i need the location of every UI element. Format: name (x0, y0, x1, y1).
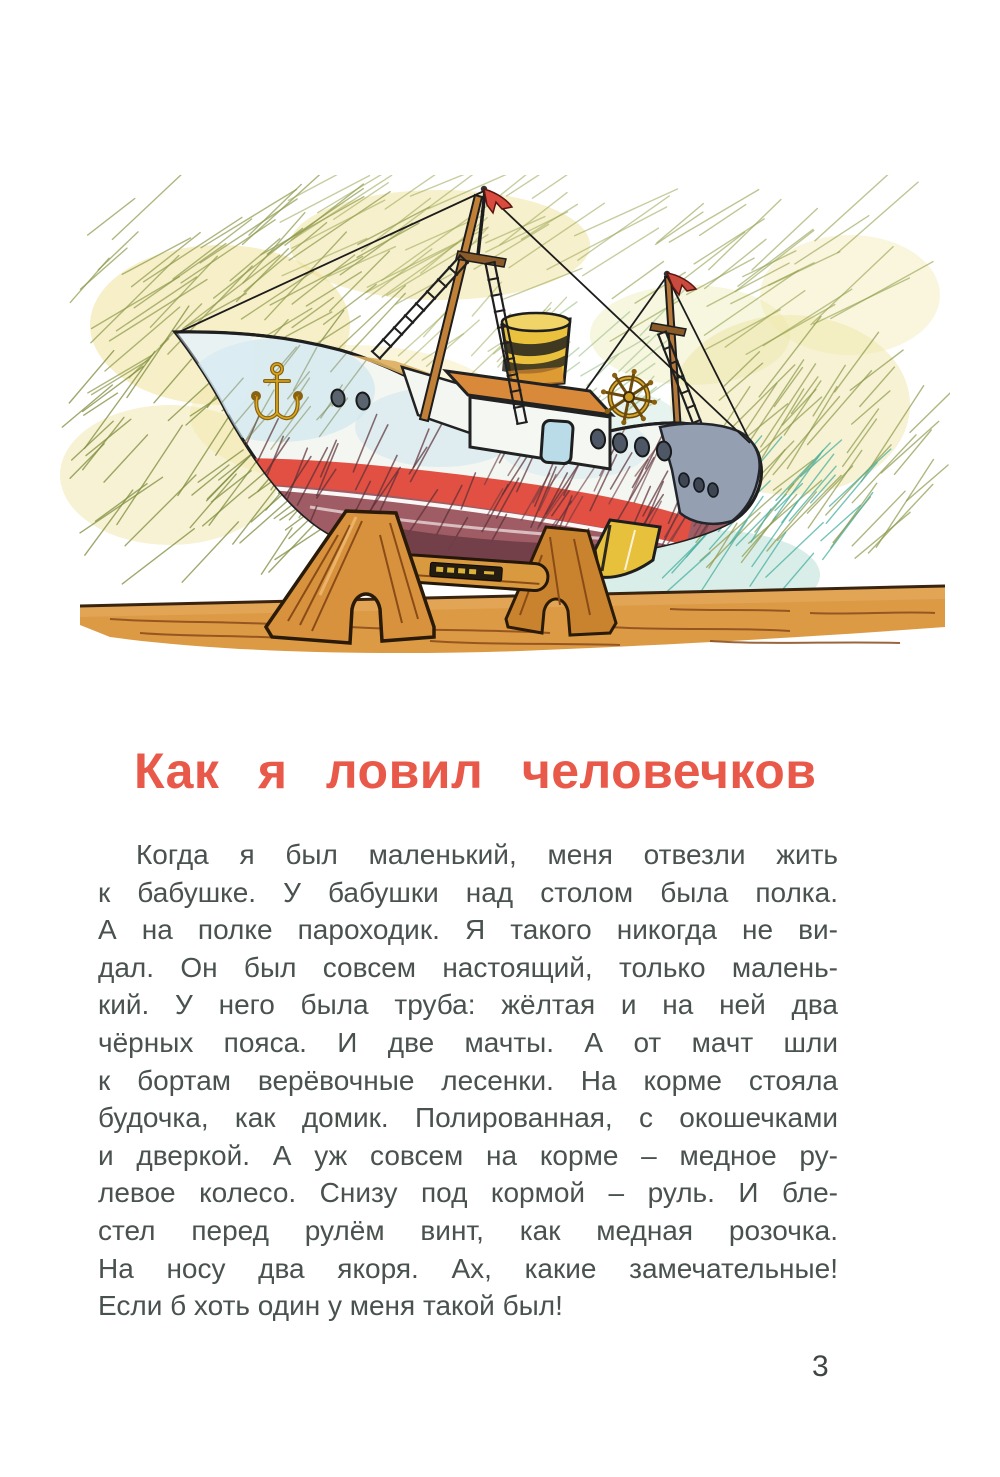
story-line: стел перед рулём винт, как медная розочка. (98, 1214, 838, 1246)
story-line: и дверкой. А уж совсем на корме – медное ру- (98, 1139, 838, 1171)
story-line: кий. У него была труба: жёлтая и на ней два (98, 989, 838, 1021)
story-line: к бортам верёвочные лесенки. На корме стояла (98, 1064, 838, 1096)
story-title: Как я ловил человечков (134, 743, 817, 799)
story-line: чёрных пояса. И две мачты. А от мачт шли (98, 1026, 838, 1058)
story-line: Если б хоть один у меня такой был! (98, 1290, 563, 1322)
story-line: А на полке пароходик. Я такого никогда не ви- (98, 914, 838, 946)
story-line: левое колесо. Снизу под кормой – руль. И бле- (98, 1177, 838, 1209)
story-line: Когда я был маленький, меня отвезли жить (136, 839, 838, 870)
page-number: 3 (812, 1350, 829, 1383)
cabin-window (541, 420, 574, 464)
toy-steamship-illustration (50, 175, 950, 665)
story-line: дал. Он был совсем настоящий, только малень- (98, 951, 838, 983)
story-line: к бабушке. У бабушки над столом была полка. (98, 876, 838, 908)
story-text (98, 836, 838, 1325)
story-line: На носу два якоря. Ах, какие замечательные! (98, 1252, 838, 1284)
story-line: будочка, как домик. Полированная, с окошечками (98, 1102, 838, 1134)
